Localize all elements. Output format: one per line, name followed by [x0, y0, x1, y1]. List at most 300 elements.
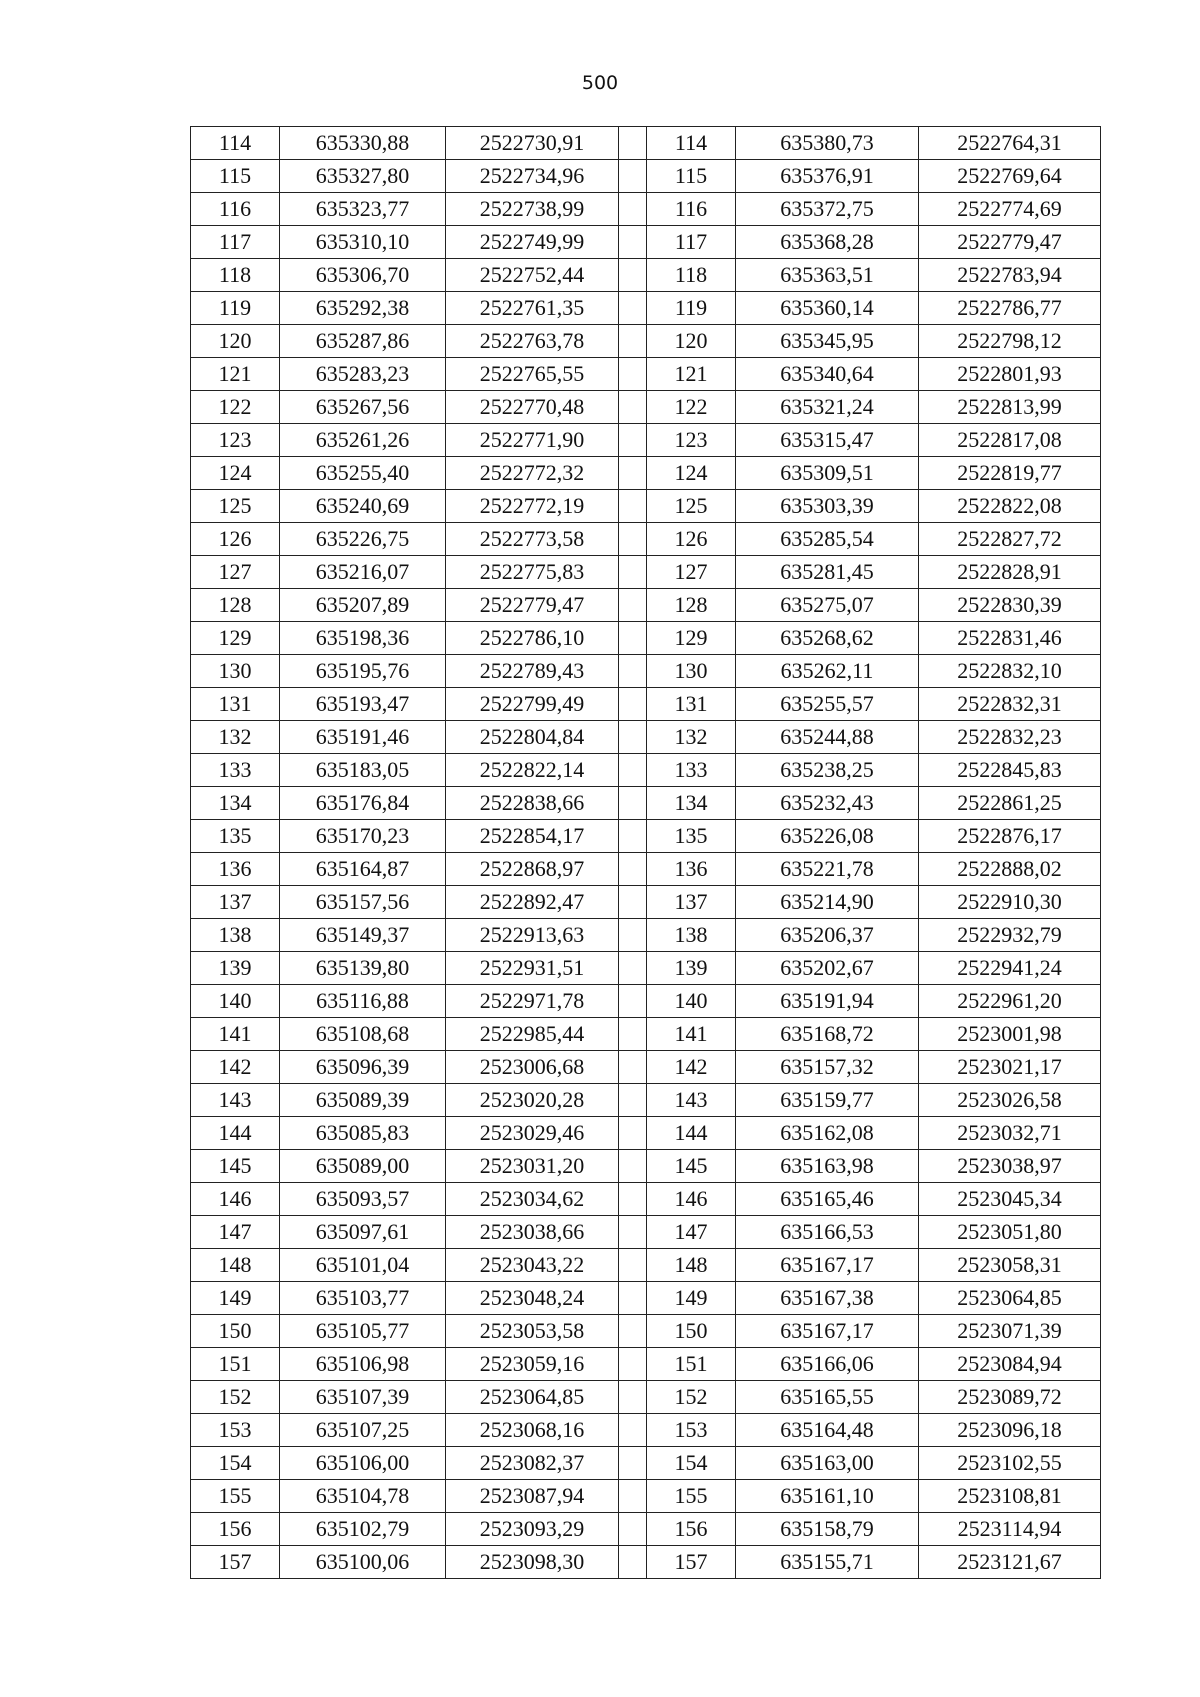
y-coordinate-right: 2522832,10	[919, 655, 1101, 688]
point-number-left: 148	[191, 1249, 280, 1282]
x-coordinate-left: 635216,07	[280, 556, 446, 589]
point-number-right: 151	[647, 1348, 736, 1381]
table-row	[191, 952, 1101, 985]
point-number-left: 141	[191, 1018, 280, 1051]
x-coordinate-left: 635191,46	[280, 721, 446, 754]
point-number-right: 127	[647, 556, 736, 589]
x-coordinate-left: 635176,84	[280, 787, 446, 820]
y-coordinate-right: 2522783,94	[919, 259, 1101, 292]
separator-cell	[619, 1150, 647, 1183]
point-number-left: 121	[191, 358, 280, 391]
table-row	[191, 1513, 1101, 1546]
point-number-left: 126	[191, 523, 280, 556]
y-coordinate-left: 2523029,46	[446, 1117, 619, 1150]
point-number-left: 150	[191, 1315, 280, 1348]
x-coordinate-left: 635198,36	[280, 622, 446, 655]
separator-cell	[619, 1051, 647, 1084]
y-coordinate-right: 2522845,83	[919, 754, 1101, 787]
y-coordinate-left: 2522752,44	[446, 259, 619, 292]
separator-cell	[619, 523, 647, 556]
x-coordinate-left: 635116,88	[280, 985, 446, 1018]
separator-cell	[619, 622, 647, 655]
separator-cell	[619, 1282, 647, 1315]
x-coordinate-right: 635315,47	[736, 424, 919, 457]
point-number-right: 128	[647, 589, 736, 622]
separator-cell	[619, 127, 647, 160]
point-number-left: 143	[191, 1084, 280, 1117]
x-coordinate-left: 635292,38	[280, 292, 446, 325]
x-coordinate-left: 635102,79	[280, 1513, 446, 1546]
table-row	[191, 424, 1101, 457]
x-coordinate-right: 635368,28	[736, 226, 919, 259]
separator-cell	[619, 1018, 647, 1051]
table-row	[191, 754, 1101, 787]
point-number-left: 156	[191, 1513, 280, 1546]
x-coordinate-left: 635104,78	[280, 1480, 446, 1513]
x-coordinate-right: 635157,32	[736, 1051, 919, 1084]
y-coordinate-right: 2523102,55	[919, 1447, 1101, 1480]
y-coordinate-right: 2523026,58	[919, 1084, 1101, 1117]
y-coordinate-left: 2523020,28	[446, 1084, 619, 1117]
point-number-right: 120	[647, 325, 736, 358]
table-row	[191, 853, 1101, 886]
point-number-left: 142	[191, 1051, 280, 1084]
point-number-left: 118	[191, 259, 280, 292]
point-number-right: 147	[647, 1216, 736, 1249]
x-coordinate-right: 635214,90	[736, 886, 919, 919]
x-coordinate-left: 635306,70	[280, 259, 446, 292]
separator-cell	[619, 985, 647, 1018]
y-coordinate-right: 2523038,97	[919, 1150, 1101, 1183]
point-number-left: 115	[191, 160, 280, 193]
table-row	[191, 160, 1101, 193]
y-coordinate-right: 2522830,39	[919, 589, 1101, 622]
y-coordinate-left: 2523006,68	[446, 1051, 619, 1084]
y-coordinate-right: 2522764,31	[919, 127, 1101, 160]
y-coordinate-left: 2522804,84	[446, 721, 619, 754]
x-coordinate-right: 635166,06	[736, 1348, 919, 1381]
separator-cell	[619, 655, 647, 688]
table-row	[191, 226, 1101, 259]
y-coordinate-left: 2523034,62	[446, 1183, 619, 1216]
y-coordinate-right: 2522779,47	[919, 226, 1101, 259]
coordinates-table	[190, 126, 1101, 1579]
point-number-left: 117	[191, 226, 280, 259]
y-coordinate-right: 2522774,69	[919, 193, 1101, 226]
separator-cell	[619, 1315, 647, 1348]
point-number-left: 124	[191, 457, 280, 490]
coordinates-table-body	[191, 127, 1101, 1579]
x-coordinate-right: 635238,25	[736, 754, 919, 787]
table-row	[191, 1447, 1101, 1480]
y-coordinate-left: 2522734,96	[446, 160, 619, 193]
point-number-left: 149	[191, 1282, 280, 1315]
table-row	[191, 325, 1101, 358]
x-coordinate-left: 635107,39	[280, 1381, 446, 1414]
point-number-right: 126	[647, 523, 736, 556]
y-coordinate-left: 2523068,16	[446, 1414, 619, 1447]
x-coordinate-left: 635267,56	[280, 391, 446, 424]
separator-cell	[619, 226, 647, 259]
x-coordinate-right: 635167,17	[736, 1315, 919, 1348]
separator-cell	[619, 1447, 647, 1480]
table-row	[191, 1480, 1101, 1513]
table-row	[191, 1381, 1101, 1414]
separator-cell	[619, 919, 647, 952]
point-number-right: 141	[647, 1018, 736, 1051]
x-coordinate-right: 635285,54	[736, 523, 919, 556]
x-coordinate-left: 635139,80	[280, 952, 446, 985]
table-row	[191, 523, 1101, 556]
y-coordinate-right: 2523051,80	[919, 1216, 1101, 1249]
point-number-left: 138	[191, 919, 280, 952]
separator-cell	[619, 688, 647, 721]
y-coordinate-right: 2522832,23	[919, 721, 1101, 754]
table-row	[191, 1183, 1101, 1216]
y-coordinate-left: 2522772,32	[446, 457, 619, 490]
x-coordinate-right: 635372,75	[736, 193, 919, 226]
point-number-right: 144	[647, 1117, 736, 1150]
point-number-right: 129	[647, 622, 736, 655]
point-number-right: 118	[647, 259, 736, 292]
table-row	[191, 358, 1101, 391]
point-number-right: 137	[647, 886, 736, 919]
y-coordinate-left: 2523082,37	[446, 1447, 619, 1480]
x-coordinate-left: 635323,77	[280, 193, 446, 226]
table-row	[191, 490, 1101, 523]
point-number-right: 131	[647, 688, 736, 721]
x-coordinate-left: 635103,77	[280, 1282, 446, 1315]
table-row	[191, 721, 1101, 754]
y-coordinate-right: 2522813,99	[919, 391, 1101, 424]
x-coordinate-left: 635097,61	[280, 1216, 446, 1249]
table-row	[191, 1051, 1101, 1084]
point-number-left: 120	[191, 325, 280, 358]
y-coordinate-right: 2522831,46	[919, 622, 1101, 655]
x-coordinate-right: 635244,88	[736, 721, 919, 754]
separator-cell	[619, 1414, 647, 1447]
point-number-right: 135	[647, 820, 736, 853]
separator-cell	[619, 259, 647, 292]
point-number-left: 129	[191, 622, 280, 655]
table-row	[191, 193, 1101, 226]
y-coordinate-left: 2522770,48	[446, 391, 619, 424]
table-row	[191, 292, 1101, 325]
point-number-right: 123	[647, 424, 736, 457]
y-coordinate-left: 2522779,47	[446, 589, 619, 622]
x-coordinate-right: 635376,91	[736, 160, 919, 193]
y-coordinate-left: 2522822,14	[446, 754, 619, 787]
separator-cell	[619, 1513, 647, 1546]
x-coordinate-left: 635106,98	[280, 1348, 446, 1381]
y-coordinate-right: 2522832,31	[919, 688, 1101, 721]
y-coordinate-left: 2522738,99	[446, 193, 619, 226]
point-number-left: 146	[191, 1183, 280, 1216]
x-coordinate-right: 635206,37	[736, 919, 919, 952]
x-coordinate-right: 635162,08	[736, 1117, 919, 1150]
separator-cell	[619, 952, 647, 985]
point-number-right: 133	[647, 754, 736, 787]
y-coordinate-left: 2523043,22	[446, 1249, 619, 1282]
y-coordinate-right: 2523045,34	[919, 1183, 1101, 1216]
point-number-right: 157	[647, 1546, 736, 1579]
y-coordinate-right: 2522961,20	[919, 985, 1101, 1018]
table-row	[191, 1018, 1101, 1051]
y-coordinate-left: 2522772,19	[446, 490, 619, 523]
y-coordinate-right: 2523064,85	[919, 1282, 1101, 1315]
point-number-left: 135	[191, 820, 280, 853]
y-coordinate-left: 2522765,55	[446, 358, 619, 391]
x-coordinate-left: 635283,23	[280, 358, 446, 391]
separator-cell	[619, 1117, 647, 1150]
point-number-left: 134	[191, 787, 280, 820]
point-number-right: 155	[647, 1480, 736, 1513]
point-number-right: 150	[647, 1315, 736, 1348]
table-row	[191, 1315, 1101, 1348]
separator-cell	[619, 325, 647, 358]
separator-cell	[619, 391, 647, 424]
x-coordinate-left: 635106,00	[280, 1447, 446, 1480]
point-number-right: 115	[647, 160, 736, 193]
separator-cell	[619, 1381, 647, 1414]
x-coordinate-right: 635163,00	[736, 1447, 919, 1480]
y-coordinate-right: 2523021,17	[919, 1051, 1101, 1084]
point-number-right: 119	[647, 292, 736, 325]
table-row	[191, 688, 1101, 721]
table-row	[191, 556, 1101, 589]
point-number-left: 154	[191, 1447, 280, 1480]
y-coordinate-right: 2523058,31	[919, 1249, 1101, 1282]
table-row	[191, 622, 1101, 655]
y-coordinate-right: 2523121,67	[919, 1546, 1101, 1579]
y-coordinate-right: 2523089,72	[919, 1381, 1101, 1414]
x-coordinate-left: 635327,80	[280, 160, 446, 193]
y-coordinate-left: 2522763,78	[446, 325, 619, 358]
separator-cell	[619, 1216, 647, 1249]
table-row	[191, 127, 1101, 160]
table-row	[191, 919, 1101, 952]
y-coordinate-left: 2523087,94	[446, 1480, 619, 1513]
point-number-left: 122	[191, 391, 280, 424]
x-coordinate-left: 635089,00	[280, 1150, 446, 1183]
y-coordinate-right: 2522861,25	[919, 787, 1101, 820]
point-number-right: 116	[647, 193, 736, 226]
x-coordinate-left: 635330,88	[280, 127, 446, 160]
y-coordinate-right: 2522932,79	[919, 919, 1101, 952]
x-coordinate-left: 635101,04	[280, 1249, 446, 1282]
separator-cell	[619, 589, 647, 622]
separator-cell	[619, 1084, 647, 1117]
y-coordinate-right: 2523084,94	[919, 1348, 1101, 1381]
table-row	[191, 985, 1101, 1018]
point-number-left: 116	[191, 193, 280, 226]
x-coordinate-left: 635107,25	[280, 1414, 446, 1447]
point-number-right: 134	[647, 787, 736, 820]
y-coordinate-left: 2523093,29	[446, 1513, 619, 1546]
point-number-right: 148	[647, 1249, 736, 1282]
point-number-right: 156	[647, 1513, 736, 1546]
x-coordinate-left: 635226,75	[280, 523, 446, 556]
x-coordinate-right: 635262,11	[736, 655, 919, 688]
point-number-left: 147	[191, 1216, 280, 1249]
y-coordinate-left: 2523098,30	[446, 1546, 619, 1579]
point-number-left: 137	[191, 886, 280, 919]
x-coordinate-right: 635191,94	[736, 985, 919, 1018]
x-coordinate-left: 635261,26	[280, 424, 446, 457]
y-coordinate-right: 2523114,94	[919, 1513, 1101, 1546]
y-coordinate-right: 2522822,08	[919, 490, 1101, 523]
point-number-right: 114	[647, 127, 736, 160]
point-number-left: 157	[191, 1546, 280, 1579]
point-number-left: 139	[191, 952, 280, 985]
table-row	[191, 1414, 1101, 1447]
y-coordinate-left: 2522761,35	[446, 292, 619, 325]
y-coordinate-right: 2522828,91	[919, 556, 1101, 589]
point-number-right: 149	[647, 1282, 736, 1315]
y-coordinate-left: 2522730,91	[446, 127, 619, 160]
y-coordinate-left: 2522838,66	[446, 787, 619, 820]
x-coordinate-left: 635170,23	[280, 820, 446, 853]
point-number-right: 130	[647, 655, 736, 688]
x-coordinate-left: 635255,40	[280, 457, 446, 490]
x-coordinate-right: 635159,77	[736, 1084, 919, 1117]
point-number-right: 142	[647, 1051, 736, 1084]
table-row	[191, 1216, 1101, 1249]
point-number-left: 114	[191, 127, 280, 160]
x-coordinate-right: 635232,43	[736, 787, 919, 820]
x-coordinate-right: 635281,45	[736, 556, 919, 589]
point-number-left: 132	[191, 721, 280, 754]
point-number-right: 140	[647, 985, 736, 1018]
y-coordinate-right: 2523071,39	[919, 1315, 1101, 1348]
separator-cell	[619, 787, 647, 820]
y-coordinate-left: 2522799,49	[446, 688, 619, 721]
y-coordinate-left: 2522971,78	[446, 985, 619, 1018]
y-coordinate-left: 2522786,10	[446, 622, 619, 655]
y-coordinate-right: 2523032,71	[919, 1117, 1101, 1150]
y-coordinate-right: 2523096,18	[919, 1414, 1101, 1447]
table-row	[191, 589, 1101, 622]
x-coordinate-right: 635268,62	[736, 622, 919, 655]
x-coordinate-right: 635167,38	[736, 1282, 919, 1315]
point-number-left: 153	[191, 1414, 280, 1447]
x-coordinate-right: 635165,46	[736, 1183, 919, 1216]
point-number-right: 154	[647, 1447, 736, 1480]
point-number-left: 119	[191, 292, 280, 325]
x-coordinate-right: 635155,71	[736, 1546, 919, 1579]
x-coordinate-right: 635255,57	[736, 688, 919, 721]
separator-cell	[619, 424, 647, 457]
point-number-left: 127	[191, 556, 280, 589]
point-number-right: 146	[647, 1183, 736, 1216]
x-coordinate-right: 635221,78	[736, 853, 919, 886]
point-number-right: 145	[647, 1150, 736, 1183]
x-coordinate-left: 635287,86	[280, 325, 446, 358]
x-coordinate-left: 635108,68	[280, 1018, 446, 1051]
point-number-left: 144	[191, 1117, 280, 1150]
x-coordinate-right: 635321,24	[736, 391, 919, 424]
point-number-right: 139	[647, 952, 736, 985]
y-coordinate-right: 2522769,64	[919, 160, 1101, 193]
y-coordinate-right: 2522819,77	[919, 457, 1101, 490]
x-coordinate-left: 635105,77	[280, 1315, 446, 1348]
point-number-right: 124	[647, 457, 736, 490]
point-number-right: 138	[647, 919, 736, 952]
x-coordinate-right: 635309,51	[736, 457, 919, 490]
table-row	[191, 1282, 1101, 1315]
separator-cell	[619, 886, 647, 919]
y-coordinate-left: 2523059,16	[446, 1348, 619, 1381]
separator-cell	[619, 1249, 647, 1282]
table-row	[191, 820, 1101, 853]
y-coordinate-left: 2523064,85	[446, 1381, 619, 1414]
y-coordinate-left: 2522913,63	[446, 919, 619, 952]
table-row	[191, 1546, 1101, 1579]
table-row	[191, 391, 1101, 424]
x-coordinate-right: 635164,48	[736, 1414, 919, 1447]
x-coordinate-left: 635195,76	[280, 655, 446, 688]
table-row	[191, 886, 1101, 919]
y-coordinate-right: 2522827,72	[919, 523, 1101, 556]
y-coordinate-left: 2522775,83	[446, 556, 619, 589]
table-row	[191, 1348, 1101, 1381]
table-row	[191, 1084, 1101, 1117]
point-number-left: 136	[191, 853, 280, 886]
y-coordinate-left: 2522749,99	[446, 226, 619, 259]
x-coordinate-right: 635340,64	[736, 358, 919, 391]
x-coordinate-right: 635380,73	[736, 127, 919, 160]
y-coordinate-right: 2522941,24	[919, 952, 1101, 985]
y-coordinate-left: 2522868,97	[446, 853, 619, 886]
x-coordinate-right: 635345,95	[736, 325, 919, 358]
table-row	[191, 259, 1101, 292]
y-coordinate-left: 2522892,47	[446, 886, 619, 919]
point-number-left: 155	[191, 1480, 280, 1513]
point-number-right: 132	[647, 721, 736, 754]
x-coordinate-left: 635089,39	[280, 1084, 446, 1117]
point-number-left: 152	[191, 1381, 280, 1414]
separator-cell	[619, 556, 647, 589]
y-coordinate-right: 2522817,08	[919, 424, 1101, 457]
x-coordinate-right: 635163,98	[736, 1150, 919, 1183]
x-coordinate-right: 635167,17	[736, 1249, 919, 1282]
table-row	[191, 787, 1101, 820]
y-coordinate-left: 2523053,58	[446, 1315, 619, 1348]
point-number-right: 153	[647, 1414, 736, 1447]
x-coordinate-right: 635166,53	[736, 1216, 919, 1249]
x-coordinate-left: 635207,89	[280, 589, 446, 622]
y-coordinate-left: 2523031,20	[446, 1150, 619, 1183]
separator-cell	[619, 457, 647, 490]
x-coordinate-left: 635240,69	[280, 490, 446, 523]
point-number-left: 133	[191, 754, 280, 787]
point-number-right: 117	[647, 226, 736, 259]
x-coordinate-left: 635157,56	[280, 886, 446, 919]
point-number-left: 145	[191, 1150, 280, 1183]
point-number-left: 128	[191, 589, 280, 622]
separator-cell	[619, 160, 647, 193]
x-coordinate-left: 635183,05	[280, 754, 446, 787]
point-number-left: 151	[191, 1348, 280, 1381]
x-coordinate-left: 635193,47	[280, 688, 446, 721]
x-coordinate-right: 635202,67	[736, 952, 919, 985]
point-number-left: 131	[191, 688, 280, 721]
y-coordinate-right: 2522876,17	[919, 820, 1101, 853]
x-coordinate-right: 635168,72	[736, 1018, 919, 1051]
y-coordinate-left: 2522789,43	[446, 655, 619, 688]
separator-cell	[619, 1480, 647, 1513]
x-coordinate-right: 635226,08	[736, 820, 919, 853]
